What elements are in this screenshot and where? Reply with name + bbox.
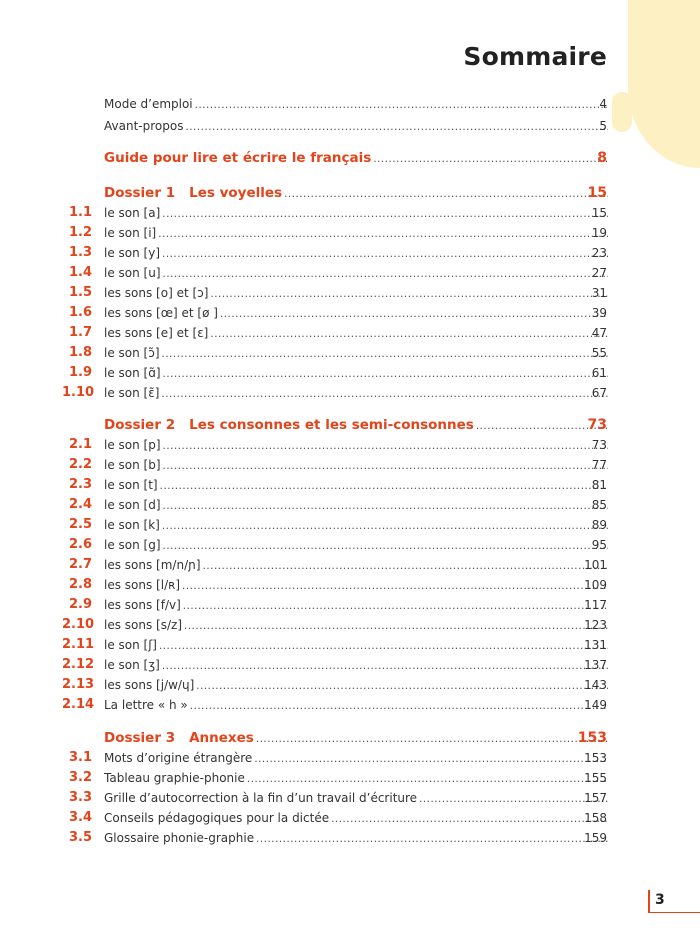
toc-entry-page: 158 (584, 811, 607, 825)
toc-entry-text: Grille d’autocorrection à la fin d’un travail d’écriture (104, 791, 418, 805)
toc-entry-text: les sons [o] et [ɔ] (104, 286, 209, 300)
dossier-label: Dossier 2 (104, 417, 176, 433)
toc-entry-number: 1.10 (62, 385, 95, 400)
toc-entry-number: 3.5 (68, 830, 92, 845)
toc-entry-label (104, 595, 608, 616)
toc-entry-label (104, 283, 608, 304)
toc-entry-text: le son [t] (104, 478, 158, 492)
toc-entry-label (104, 148, 608, 169)
page-title: Sommaire (463, 42, 607, 71)
toc-entry-label (104, 435, 608, 456)
toc-entry-page: 95 (591, 538, 607, 552)
toc-entry-text: Les consonnes et les semi-consonnes (189, 417, 474, 433)
toc-entry-label (104, 363, 608, 384)
toc-entry-text: le son [g] (104, 538, 161, 552)
toc-entry-page: 153 (584, 751, 607, 765)
toc-entry-text: Mots d’origine étrangère (104, 751, 253, 765)
toc-entry[interactable] (0, 515, 700, 535)
toc-entry[interactable] (0, 575, 700, 595)
toc-entry-page: 123 (584, 618, 607, 632)
toc-entry[interactable] (0, 363, 700, 383)
toc-entry[interactable] (0, 475, 700, 495)
toc-entry[interactable] (0, 383, 700, 403)
toc-entry-label (104, 635, 608, 656)
toc-entry-text: le son [ɛ̃] (104, 386, 160, 400)
toc-entry-text: Les voyelles (189, 185, 283, 201)
toc-entry-text: les sons [œ] et [ø ] (104, 306, 218, 320)
page-number: 3 (655, 892, 665, 908)
toc-entry-label (104, 655, 608, 676)
toc-entry-page: 159 (584, 831, 607, 845)
toc-entry-label (104, 343, 608, 364)
toc-entry-label (104, 116, 608, 137)
toc-entry[interactable] (0, 555, 700, 575)
toc-entry[interactable] (0, 94, 700, 114)
toc-entry[interactable] (0, 303, 700, 323)
toc-entry-page: 109 (584, 578, 607, 592)
toc-entry-text: le son [a] (104, 206, 161, 220)
toc-entry-number: 3.3 (68, 790, 92, 805)
toc-entry-number: 2.10 (62, 617, 95, 632)
toc-entry-number: 1.1 (68, 205, 92, 220)
toc-entry-page: 77 (591, 458, 607, 472)
decorative-corner-shape (628, 0, 700, 168)
toc-entry-number: 1.5 (68, 285, 92, 300)
toc-entry-page: 101 (584, 558, 607, 572)
toc-entry[interactable] (0, 455, 700, 475)
toc-entry-text: La lettre « h » (104, 698, 188, 712)
toc-entry-label (104, 203, 608, 224)
toc-entry-page: 117 (584, 598, 607, 612)
toc-entry[interactable] (0, 283, 700, 303)
toc-entry-page: 81 (591, 478, 607, 492)
toc-entry-page: 31 (591, 286, 607, 300)
toc-entry-text: Tableau graphie-phonie (104, 771, 245, 785)
toc-entry-page: 8 (597, 150, 607, 166)
toc-entry[interactable] (0, 343, 700, 363)
toc-entry-number: 2.7 (68, 557, 92, 572)
toc-entry-text: les sons [m/n/ɲ] (104, 558, 201, 572)
toc-entry[interactable] (0, 615, 700, 635)
toc-entry-label (104, 615, 608, 636)
toc-entry-label (104, 323, 608, 344)
toc-entry-label (104, 788, 608, 809)
toc-entry[interactable] (0, 655, 700, 675)
toc-entry-label (104, 415, 608, 436)
toc-entry-number: 2.13 (62, 677, 95, 692)
toc-entry-page: 61 (591, 366, 607, 380)
toc-entry-text: le son [i] (104, 226, 157, 240)
toc-entry-label (104, 828, 608, 849)
toc-entry-number: 2.9 (68, 597, 92, 612)
toc-entry-number: 1.9 (68, 365, 92, 380)
toc-entry-label (104, 695, 608, 716)
toc-entry-text: Conseils pédagogiques pour la dictée (104, 811, 330, 825)
toc-entry-text: Avant-propos (104, 119, 184, 133)
toc-entry-page: 39 (591, 306, 607, 320)
toc-entry[interactable] (0, 595, 700, 615)
toc-section-heading[interactable] (0, 415, 700, 435)
toc-entry-text: le son [d] (104, 498, 161, 512)
toc-entry[interactable] (0, 535, 700, 555)
toc-entry-number: 2.6 (68, 537, 92, 552)
toc-entry-page: 153 (577, 730, 607, 746)
toc-entry-label (104, 243, 608, 264)
toc-entry-label (104, 94, 608, 115)
toc-entry-number: 2.12 (62, 657, 95, 672)
toc-entry[interactable] (0, 203, 700, 223)
toc-entry-text: les sons [j/w/ɥ] (104, 678, 195, 692)
toc-entry-page: 73 (587, 417, 607, 433)
toc-entry-text: le son [ɔ̃] (104, 346, 160, 360)
toc-entry-number: 3.2 (68, 770, 92, 785)
toc-entry-text: les sons [e] et [ɛ] (104, 326, 209, 340)
dossier-label: Dossier 1 (104, 185, 176, 201)
toc-entry-text: Mode d’emploi (104, 97, 193, 111)
toc-entry[interactable] (0, 635, 700, 655)
toc-entry[interactable] (0, 808, 700, 828)
toc-entry-number: 2.3 (68, 477, 92, 492)
toc-entry-label (104, 263, 608, 284)
toc-entry-label (104, 303, 608, 324)
toc-entry-label (104, 575, 608, 596)
toc-entry-text: le son [ʃ] (104, 638, 157, 652)
toc-entry-number: 2.1 (68, 437, 92, 452)
toc-entry-label (104, 555, 608, 576)
toc-entry-label (104, 808, 608, 829)
toc-entry[interactable] (0, 675, 700, 695)
toc-entry-number: 2.11 (62, 637, 95, 652)
toc-entry[interactable] (0, 495, 700, 515)
toc-entry-page: 149 (584, 698, 607, 712)
toc-entry-label (104, 383, 608, 404)
toc-entry-page: 4 (599, 97, 607, 111)
toc-entry-page: 157 (584, 791, 607, 805)
toc-entry-label (104, 223, 608, 244)
toc-entry-text: le son [b] (104, 458, 161, 472)
toc-entry-page: 85 (591, 498, 607, 512)
toc-entry-number: 3.4 (68, 810, 92, 825)
toc-entry-page: 155 (584, 771, 607, 785)
toc-entry[interactable] (0, 828, 700, 848)
toc-section-heading[interactable] (0, 183, 700, 203)
toc-entry-label (104, 475, 608, 496)
toc-entry-page: 67 (591, 386, 607, 400)
toc-entry-label (104, 495, 608, 516)
toc-entry-label (104, 535, 608, 556)
toc-entry-label (104, 768, 608, 789)
toc-entry-number: 2.8 (68, 577, 92, 592)
toc-entry-number: 2.5 (68, 517, 92, 532)
toc-entry-number: 2.4 (68, 497, 92, 512)
toc-entry-page: 15 (587, 185, 607, 201)
toc-entry-label (104, 183, 608, 204)
toc-entry-number: 1.4 (68, 265, 92, 280)
toc-entry-text: Guide pour lire et écrire le français (104, 150, 372, 166)
toc-entry[interactable] (0, 695, 700, 715)
dossier-label: Dossier 3 (104, 730, 176, 746)
toc-entry-text: les sons [f/v] (104, 598, 181, 612)
toc-entry-page: 23 (591, 246, 607, 260)
toc-entry-text: Annexes (189, 730, 254, 746)
toc-entry[interactable] (0, 223, 700, 243)
toc-entry-page: 73 (591, 438, 607, 452)
toc-section-heading[interactable] (0, 148, 700, 168)
toc-entry-page: 27 (591, 266, 607, 280)
toc-entry-page: 5 (599, 119, 607, 133)
toc-entry-text: le son [p] (104, 438, 161, 452)
toc-entry-number: 1.6 (68, 305, 92, 320)
toc-entry-number: 1.2 (68, 225, 92, 240)
toc-entry[interactable] (0, 243, 700, 263)
toc-entry-number: 1.8 (68, 345, 92, 360)
toc-entry-text: le son [ɑ̃] (104, 366, 161, 380)
toc-entry[interactable] (0, 323, 700, 343)
toc-entry-page: 131 (584, 638, 607, 652)
toc-entry[interactable] (0, 768, 700, 788)
toc-entry-text: Glossaire phonie-graphie (104, 831, 255, 845)
toc-entry-page: 137 (584, 658, 607, 672)
toc-entry-page: 89 (591, 518, 607, 532)
toc-entry-number: 1.3 (68, 245, 92, 260)
toc-entry-text: le son [y] (104, 246, 161, 260)
toc-entry-label (104, 515, 608, 536)
toc-entry-label (104, 675, 608, 696)
toc-entry-number: 1.7 (68, 325, 92, 340)
toc-entry-label (104, 455, 608, 476)
toc-entry-label (104, 728, 608, 749)
toc-entry[interactable] (0, 116, 700, 136)
toc-entry-page: 55 (591, 346, 607, 360)
toc-entry-text: le son [k] (104, 518, 160, 532)
toc-entry[interactable] (0, 263, 700, 283)
toc-entry-label (104, 748, 608, 769)
toc-entry-number: 2.2 (68, 457, 92, 472)
toc-entry-text: le son [ʒ] (104, 658, 160, 672)
toc-entry-page: 15 (591, 206, 607, 220)
toc-entry[interactable] (0, 435, 700, 455)
toc-entry-text: les sons [l/ʀ] (104, 578, 181, 592)
toc-entry-page: 47 (591, 326, 607, 340)
toc-entry[interactable] (0, 748, 700, 768)
toc-entry[interactable] (0, 788, 700, 808)
toc-entry-number: 3.1 (68, 750, 92, 765)
toc-entry-text: les sons [s/z] (104, 618, 183, 632)
toc-entry-number: 2.14 (62, 697, 95, 712)
toc-entry-page: 19 (591, 226, 607, 240)
toc-entry-text: le son [u] (104, 266, 161, 280)
toc-entry-page: 143 (584, 678, 607, 692)
toc-section-heading[interactable] (0, 728, 700, 748)
